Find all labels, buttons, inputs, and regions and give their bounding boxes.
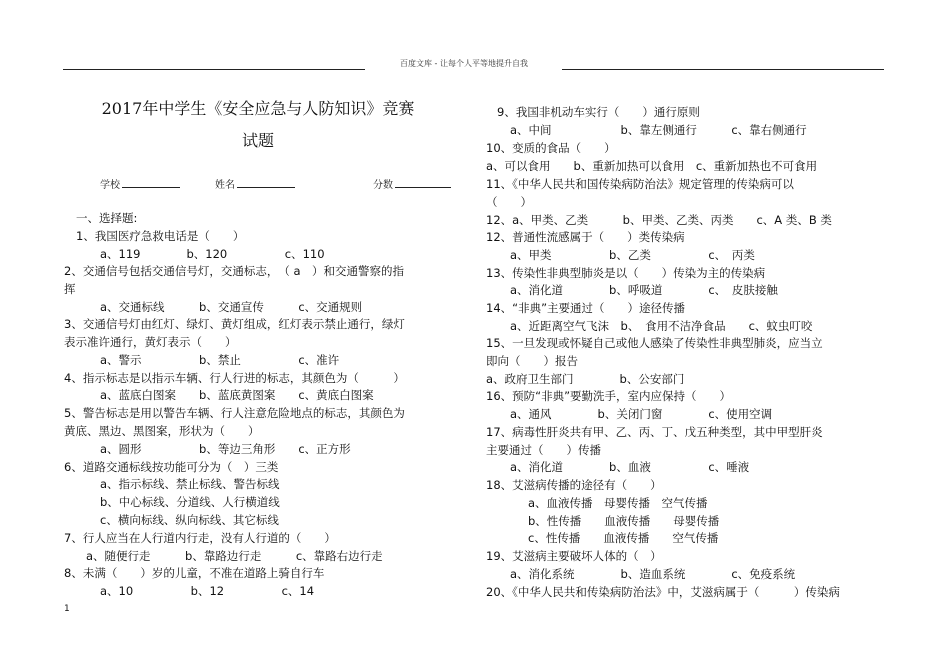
question-line: c、横向标线、纵向标线、其它标线: [100, 513, 279, 527]
question-line: a、甲类 b、乙类 c、 丙类: [510, 248, 755, 262]
page-header: 百度文库 - 让每个人平等地提升自我: [400, 59, 528, 68]
question-line: a、血液传播 母婴传播 空气传播: [528, 496, 708, 510]
question-line: b、性传播 血液传播 母婴传播: [528, 514, 720, 528]
question-line: a、政府卫生部门 b、公安部门: [486, 372, 685, 386]
question-line: 6、道路交通标线按功能可分为（ ）三类: [64, 460, 279, 474]
school-blank: [122, 177, 180, 188]
question-line: 黄底、黑边、黑图案，形状为（ ）: [64, 424, 260, 438]
score-label: 分数: [373, 180, 393, 191]
name-label: 姓名: [215, 180, 235, 191]
question-line: 9、我国非机动车实行（ ）通行原则: [497, 105, 700, 119]
question-line: a、通风 b、关闭门窗 c、使用空调: [510, 407, 773, 421]
question-line: a、蓝底白图案 b、蓝底黄图案 c、黄底白图案: [100, 388, 374, 402]
question-line: 8、未满（ ）岁的儿童，不准在道路上骑自行车: [64, 566, 325, 580]
question-line: 一、选择题:: [76, 211, 138, 225]
question-line: 20、《中华人民共和传染病防治法》中，艾滋病属于（ ）传染病: [486, 585, 840, 599]
question-line: 2、交通信号包括交通信号灯，交通标志， （ a ）和交通警察的指: [64, 264, 405, 278]
question-line: 4、指示标志是以指示车辆、行人行进的标志，其颜色为（ ）: [64, 371, 405, 385]
question-line: 14、“非典”主要通过（ ）途径传播: [486, 301, 686, 315]
question-line: b、中心标线、分道线、人行横道线: [100, 495, 280, 509]
question-line: 1、我国医疗急救电话是（ ）: [76, 229, 245, 243]
question-line: a、近距离空气飞沫 b、 食用不洁净食品 c、蚊虫叮咬: [510, 319, 813, 333]
question-line: 挥: [64, 282, 76, 296]
name-field: [215, 176, 295, 191]
question-line: 7、行人应当在人行道内行走，没有人行道的（ ）: [64, 531, 336, 545]
score-field: [373, 176, 451, 191]
score-blank: [395, 177, 451, 188]
question-line: 主要通过（ ）传播: [486, 443, 601, 457]
question-line: a、随便行走 b、靠路边行走 c、靠路右边行走: [86, 549, 383, 563]
question-line: a、圆形 b、等边三角形 c、正方形: [100, 442, 351, 456]
exam-title: 2017年中学生《安全应急与人防知识》竞赛: [101, 99, 415, 118]
exam-subtitle: 试题: [241, 131, 274, 150]
question-line: 表示准许通行，黄灯表示（ ）: [64, 335, 237, 349]
page-number: 1: [64, 604, 70, 614]
question-line: 18、艾滋病传播的途径有（ ）: [486, 478, 662, 492]
question-line: a、可以食用 b、重新加热可以食用 c、重新加热也不可食用: [486, 159, 818, 173]
question-line: c、性传播 血液传播 空气传播: [528, 531, 719, 545]
question-line: a、消化道 b、呼吸道 c、 皮肤接触: [510, 283, 778, 297]
question-line: 10、变质的食品（ ）: [486, 141, 616, 155]
question-line: a、消化系统 b、造血系统 c、免疫系统: [510, 567, 796, 581]
header-rule-right: [562, 69, 884, 70]
question-line: 3、交通信号灯由红灯、绿灯、黄灯组成，红灯表示禁止通行，绿灯: [64, 317, 405, 331]
question-line: （ ）: [486, 195, 532, 209]
question-line: 16、预防“非典”要勤洗手，室内应保持（ ）: [486, 389, 732, 403]
question-line: a、10 b、12 c、14: [100, 584, 315, 598]
school-field: [100, 176, 180, 191]
question-line: 13、传染性非典型肺炎是以（ ）传染为主的传染病: [486, 266, 766, 280]
question-line: 5、警告标志是用以警告车辆、行人注意危险地点的标志，其颜色为: [64, 406, 405, 420]
school-label: 学校: [100, 180, 120, 191]
question-line: a、交通标线 b、交通宣传 c、交通规则: [100, 300, 363, 314]
question-line: a、中间 b、靠左侧通行 c、靠右侧通行: [510, 123, 807, 137]
header-rule-left: [63, 69, 365, 70]
question-line: a、警示 b、禁止 c、准许: [100, 353, 340, 367]
name-blank: [237, 177, 295, 188]
question-line: 19、艾滋病主要破坏人体的（ ）: [486, 549, 662, 563]
question-line: 12、a、甲类、乙类 b、甲类、乙类、丙类 c、A 类、B 类: [486, 213, 832, 227]
question-line: 15、一旦发现或怀疑自己或他人感染了传染性非典型肺炎，应当立: [486, 336, 823, 350]
question-line: a、指示标线、禁止标线、警告标线: [100, 477, 280, 491]
question-line: 11、《中华人民共和国传染病防治法》规定管理的传染病可以: [486, 177, 794, 191]
question-line: 12、普通性流感属于（ ）类传染病: [486, 230, 685, 244]
question-line: a、119 b、120 c、110: [100, 247, 325, 261]
question-line: a、消化道 b、血液 c、唾液: [510, 460, 750, 474]
question-line: 17、病毒性肝炎共有甲、乙、丙、丁、戊五种类型，其中甲型肝炎: [486, 425, 823, 439]
question-line: 即向（ ）报告: [486, 354, 578, 368]
